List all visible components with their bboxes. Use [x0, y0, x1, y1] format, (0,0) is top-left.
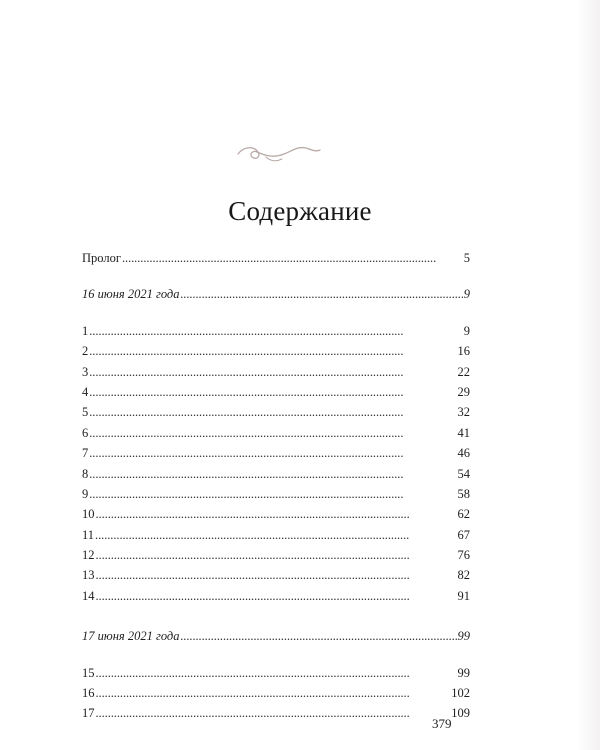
dot-leader	[89, 464, 456, 484]
toc-entry-page: 102	[451, 686, 470, 701]
dot-leader	[89, 484, 456, 504]
toc-entry[interactable]	[82, 565, 470, 585]
toc-section-page: 9	[463, 287, 470, 302]
toc-entry-label: 17	[82, 706, 95, 721]
spacer	[82, 606, 470, 626]
dot-leader	[96, 703, 451, 723]
toc-entry[interactable]	[82, 341, 470, 361]
dot-leader	[96, 586, 457, 606]
toc-entry[interactable]	[82, 683, 470, 703]
dot-leader	[89, 341, 456, 361]
toc-entry[interactable]	[82, 703, 470, 723]
toc-entry-label: 9	[82, 486, 89, 501]
toc-entry-page: 58	[457, 486, 470, 501]
toc-section-label: 16 июня 2021 года	[82, 287, 180, 302]
toc-entry[interactable]	[82, 362, 470, 382]
toc-entry-page: 67	[457, 527, 470, 542]
toc-entry[interactable]	[82, 423, 470, 443]
toc-entry-page: 54	[457, 466, 470, 481]
spacer	[82, 305, 470, 321]
dot-leader	[89, 321, 463, 341]
toc-section-page: 99	[457, 629, 470, 644]
toc-entry[interactable]	[82, 464, 470, 484]
flourish-ornament-icon	[236, 140, 322, 166]
toc-entry[interactable]	[82, 586, 470, 606]
spacer	[82, 268, 470, 284]
toc-entry[interactable]	[82, 525, 470, 545]
toc-entry-label: 14	[82, 588, 95, 603]
toc-entry-page: 46	[457, 446, 470, 461]
page-title: Содержание	[228, 196, 372, 226]
toc-entry-label: 8	[82, 466, 89, 481]
toc-entry-page: 76	[457, 548, 470, 563]
toc-entry-label: 13	[82, 568, 95, 583]
toc-entry-label: 16	[82, 686, 95, 701]
spacer	[82, 647, 470, 663]
table-of-contents	[82, 248, 470, 724]
toc-entry-label: 5	[82, 405, 89, 420]
toc-entry-label: 15	[82, 665, 95, 680]
toc-entry-label: 7	[82, 446, 89, 461]
dot-leader	[89, 402, 456, 422]
dot-leader	[96, 545, 457, 565]
dot-leader	[89, 423, 456, 443]
toc-entry-page: 82	[457, 568, 470, 583]
dot-leader	[181, 626, 457, 646]
toc-entry-label: 10	[82, 507, 95, 522]
dot-leader	[96, 683, 451, 703]
toc-entry[interactable]	[82, 545, 470, 565]
toc-entry-label: 3	[82, 364, 89, 379]
dot-leader	[95, 525, 456, 545]
toc-entry-page: 16	[457, 344, 470, 359]
dot-leader	[96, 504, 457, 524]
toc-entry[interactable]	[82, 382, 470, 402]
toc-entry-page: 5	[463, 251, 470, 265]
toc-entry-page: 109	[451, 706, 470, 721]
dot-leader	[96, 565, 457, 585]
dot-leader	[122, 248, 463, 268]
toc-entry-label: 4	[82, 384, 89, 399]
toc-entry-page: 91	[457, 588, 470, 603]
toc-entry-page: 99	[457, 665, 470, 680]
dot-leader	[89, 382, 456, 402]
toc-entry-label: 11	[82, 527, 95, 542]
dot-leader	[181, 284, 463, 304]
dot-leader	[89, 362, 456, 382]
page-number: 379	[432, 716, 452, 731]
toc-entry-label: Пролог	[82, 251, 121, 265]
toc-section-heading[interactable]	[82, 626, 470, 646]
toc-section-heading[interactable]	[82, 284, 470, 304]
toc-entry[interactable]	[82, 443, 470, 463]
toc-entry-label: 1	[82, 323, 89, 338]
toc-entry-label: 12	[82, 548, 95, 563]
toc-entry-label: 2	[82, 344, 89, 359]
toc-entry-page: 9	[463, 323, 470, 338]
toc-entry[interactable]	[82, 321, 470, 341]
dot-leader	[89, 443, 456, 463]
toc-entry-prologue[interactable]	[82, 248, 470, 268]
toc-entry-page: 22	[457, 364, 470, 379]
toc-entry[interactable]	[82, 663, 470, 683]
toc-entry-label: 6	[82, 425, 89, 440]
toc-entry-page: 41	[457, 425, 470, 440]
toc-entry-page: 29	[457, 384, 470, 399]
dot-leader	[96, 663, 457, 683]
toc-entry-page: 62	[457, 507, 470, 522]
toc-entry-page: 32	[457, 405, 470, 420]
toc-entry[interactable]	[82, 504, 470, 524]
toc-section-label: 17 июня 2021 года	[82, 629, 180, 644]
toc-entry[interactable]	[82, 402, 470, 422]
toc-entry[interactable]	[82, 484, 470, 504]
